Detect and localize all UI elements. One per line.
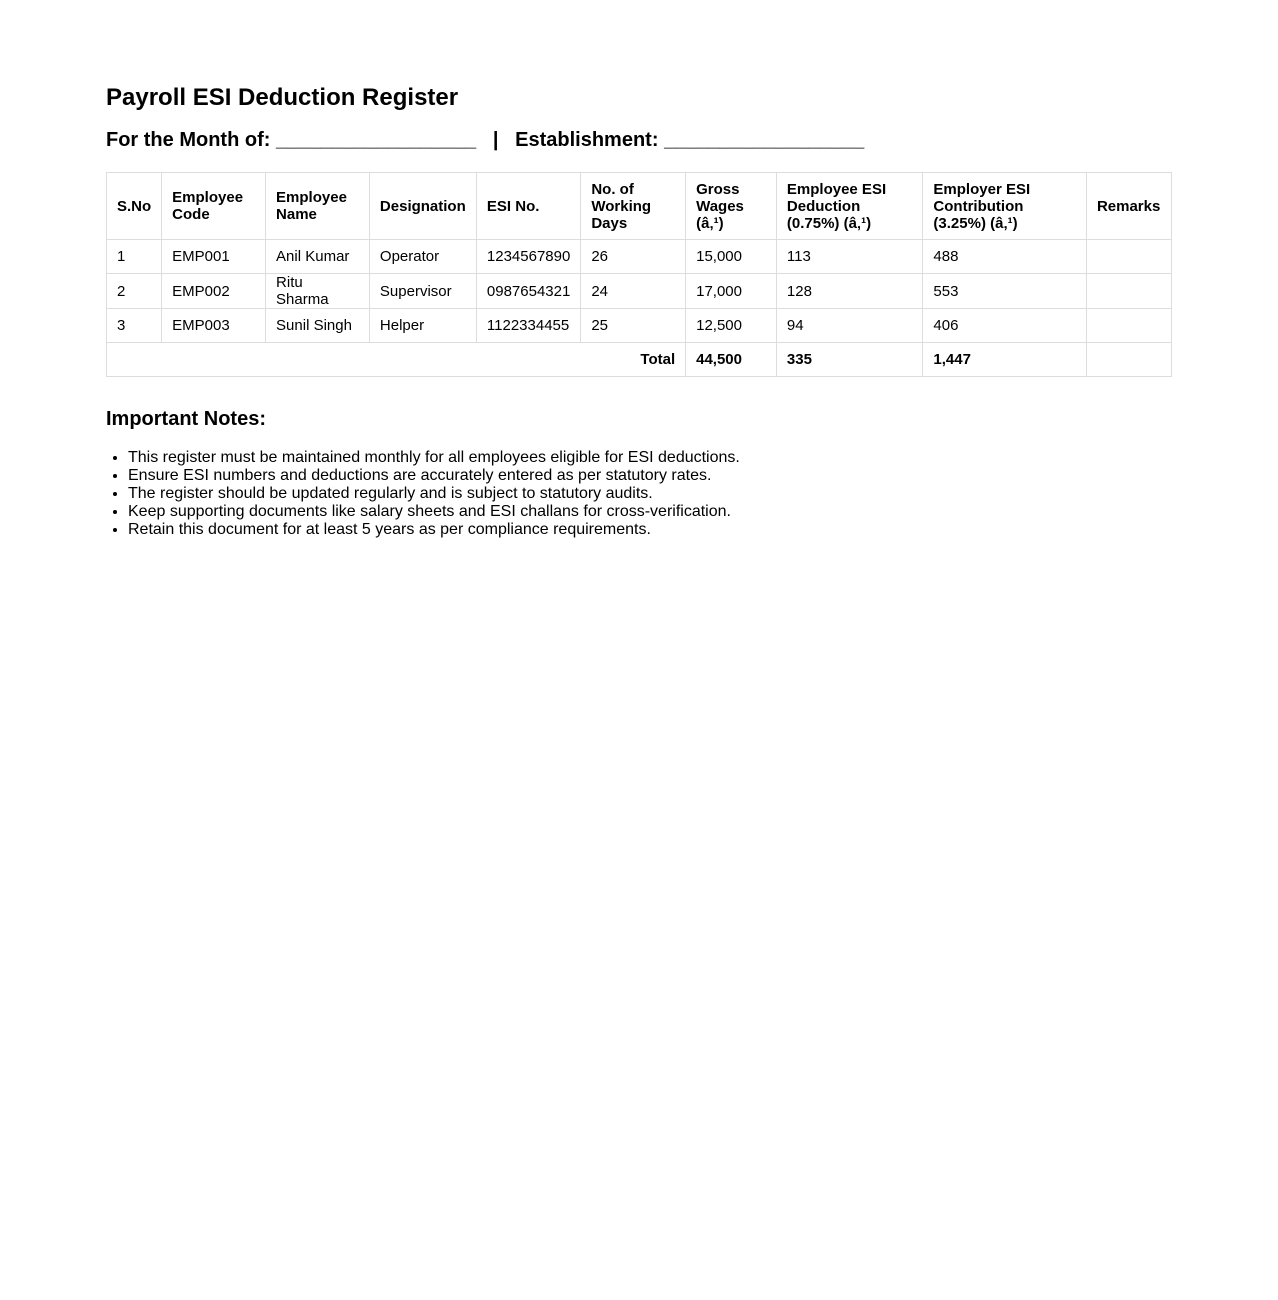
cell-sno: 1 [107, 240, 162, 274]
register-meta-line [106, 128, 1172, 152]
cell-employee-code: EMP003 [162, 309, 266, 343]
cell-employee-name: Ritu Sharma [266, 274, 370, 309]
cell-gross-wages: 15,000 [686, 240, 777, 274]
cell-employee-code: EMP002 [162, 274, 266, 309]
cell-employer-esi: 553 [923, 274, 1087, 309]
cell-designation: Supervisor [369, 274, 476, 309]
month-label: For the Month of: [106, 129, 271, 151]
cell-employee-name: Anil Kumar [266, 240, 370, 274]
meta-separator: | [492, 129, 499, 151]
cell-remarks [1086, 240, 1171, 274]
header-employee-code: Employee Code [162, 173, 266, 240]
cell-gross-wages: 17,000 [686, 274, 777, 309]
cell-employer-esi: 488 [923, 240, 1087, 274]
page-title: Payroll ESI Deduction Register [106, 84, 459, 111]
cell-remarks [1086, 274, 1171, 309]
cell-designation: Operator [369, 240, 476, 274]
list-item: • Ensure ESI numbers and deductions are accurately entered as per statutory rates. [128, 467, 1172, 485]
total-remarks [1086, 343, 1171, 377]
table-header-row [107, 173, 1172, 240]
cell-gross-wages: 12,500 [686, 309, 777, 343]
header-employee-esi: Employee ESI Deduction (0.75%) (â‚¹) [776, 173, 923, 240]
header-working-days: No. of Working Days [581, 173, 686, 240]
table-row [107, 274, 1172, 309]
cell-employee-code: EMP001 [162, 240, 266, 274]
header-esi-no: ESI No. [476, 173, 580, 240]
header-employee-name: Employee Name [266, 173, 370, 240]
table-row [107, 240, 1172, 274]
cell-designation: Helper [369, 309, 476, 343]
establishment-label: Establishment: [515, 129, 659, 151]
document-page [106, 82, 1172, 539]
cell-sno: 2 [107, 274, 162, 309]
list-item: • Keep supporting documents like salary sheets and ESI challans for cross-verification. [128, 503, 1172, 521]
cell-esi-no: 0987654321 [476, 274, 580, 309]
month-blank: __________________ [275, 129, 477, 151]
cell-sno: 3 [107, 309, 162, 343]
total-employee-esi: 335 [776, 343, 923, 377]
cell-esi-no: 1122334455 [476, 309, 580, 343]
list-item: • The register should be updated regularly and is subject to statutory audits. [128, 485, 1172, 503]
header-sno: S.No [107, 173, 162, 240]
cell-working-days: 25 [581, 309, 686, 343]
cell-employee-name: Sunil Singh [266, 309, 370, 343]
cell-remarks [1086, 309, 1171, 343]
header-employer-esi: Employer ESI Contribution (3.25%) (â‚¹) [923, 173, 1087, 240]
cell-esi-no: 1234567890 [476, 240, 580, 274]
cell-employee-esi: 128 [776, 274, 923, 309]
notes-heading: Important Notes: [106, 408, 266, 430]
total-employer-esi: 1,447 [923, 343, 1087, 377]
cell-working-days: 24 [581, 274, 686, 309]
cell-working-days: 26 [581, 240, 686, 274]
cell-employee-esi: 94 [776, 309, 923, 343]
notes-list [106, 449, 1172, 539]
total-label: Total [107, 343, 686, 377]
header-designation: Designation [369, 173, 476, 240]
table-row [107, 309, 1172, 343]
establishment-blank: __________________ [664, 129, 865, 151]
header-gross-wages: Gross Wages (â‚¹) [686, 173, 777, 240]
cell-employer-esi: 406 [923, 309, 1087, 343]
header-remarks: Remarks [1086, 173, 1171, 240]
esi-register-table [106, 172, 1172, 377]
list-item: • This register must be maintained monthly for all employees eligible for ESI deductions. [128, 449, 1172, 467]
cell-employee-esi: 113 [776, 240, 923, 274]
total-gross-wages: 44,500 [686, 343, 777, 377]
list-item: • Retain this document for at least 5 years as per compliance requirements. [128, 521, 1172, 539]
total-row [107, 343, 1172, 377]
